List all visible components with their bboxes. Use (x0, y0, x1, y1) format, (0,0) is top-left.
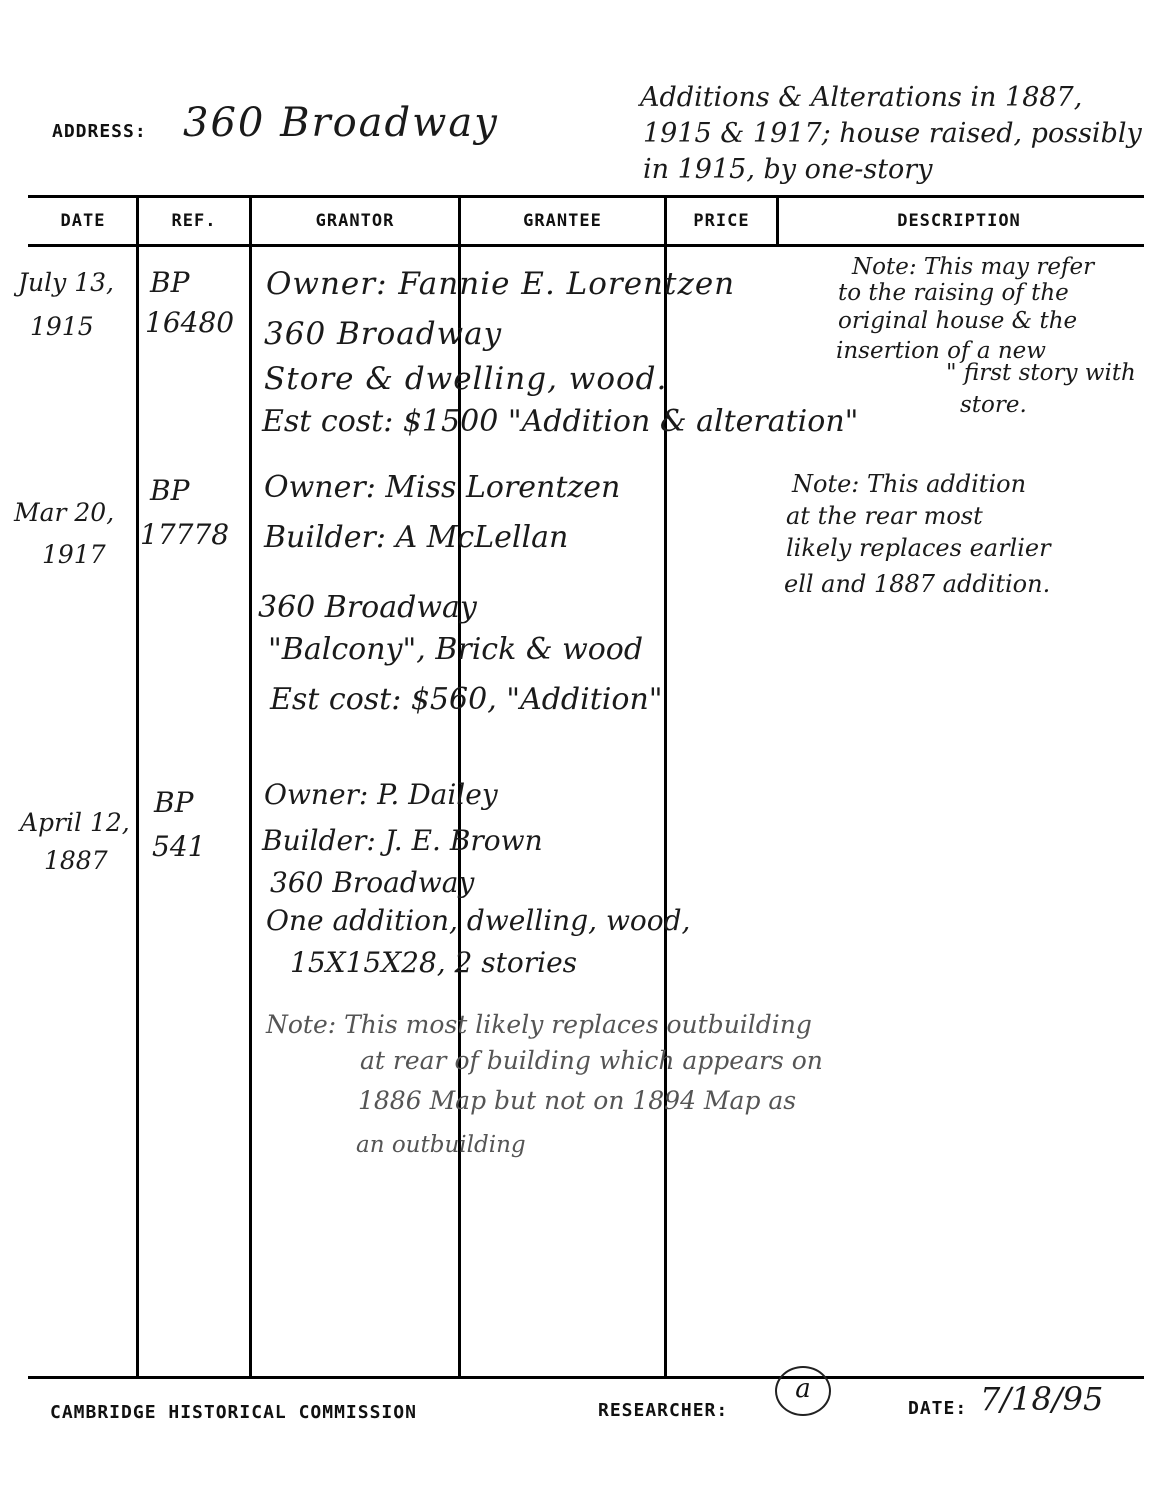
date-label: DATE: (908, 1398, 968, 1419)
column-header-date: DATE (60, 211, 106, 231)
entry-3-date-line-2: 1887 (44, 846, 108, 875)
entry-1-description-line-3: original house & the (838, 308, 1078, 334)
entry-3-grantor-line-1: Owner: P. Dailey (264, 778, 498, 811)
entry-1-ref-line-1: BP (150, 266, 190, 299)
header-bottom-rule (28, 244, 1144, 247)
entry-3-grantor-line-4: One addition, dwelling, wood, (266, 904, 691, 937)
researcher-initials-signature (775, 1366, 831, 1416)
entry-1-grantor-line-4: Est cost: $1500 "Addition & alteration" (262, 404, 859, 439)
column-header-grantee: GRANTEE (523, 211, 602, 231)
date-value: 7/18/95 (980, 1380, 1104, 1418)
entry-1-description-line-6: store. (960, 392, 1027, 418)
entry-2-ref-line-2: 17778 (140, 518, 230, 551)
entry-1-grantor-line-1: Owner: Fannie E. Lorentzen (266, 266, 736, 302)
entry-1-description-line-5: " first story with (946, 360, 1136, 386)
entry-1-description-line-1: Note: This may refer (852, 254, 1095, 280)
column-divider-1 (136, 195, 139, 1378)
entry-2-date-line-2: 1917 (42, 540, 106, 569)
entry-3-ref-line-1: BP (154, 786, 194, 819)
researcher-initials: a (795, 1374, 811, 1404)
entry-2-grantor-line-4: "Balcony", Brick & wood (268, 632, 644, 667)
entry-2-description-line-1: Note: This addition (792, 470, 1027, 498)
column-header-grantor: GRANTOR (315, 211, 395, 231)
entry-3-grantor-line-5: 15X15X28, 2 stories (290, 946, 578, 979)
entry-2-date-line-1: Mar 20, (14, 498, 115, 527)
entry-3-note-line-1: Note: This most likely replaces outbuilding (266, 1010, 812, 1039)
entry-1-ref-line-2: 16480 (145, 306, 235, 339)
address-value: 360 Broadway (183, 100, 499, 146)
entry-1-grantor-line-2: 360 Broadway (264, 316, 503, 352)
entry-3-note-line-4: an outbuilding (356, 1132, 526, 1158)
entry-3-date-line-1: April 12, (20, 808, 130, 837)
entry-2-grantor-line-2: Builder: A McLellan (264, 520, 569, 555)
address-label: ADDRESS: (52, 121, 147, 142)
top-note-line-2: 1915 & 1917; house raised, possibly (643, 118, 1142, 149)
column-header-ref: REF. (171, 211, 217, 231)
table-top-rule (28, 195, 1144, 198)
researcher-label: RESEARCHER: (598, 1400, 729, 1421)
entry-1-grantor-line-3: Store & dwelling, wood. (264, 361, 668, 397)
column-divider-2 (249, 195, 252, 1378)
entry-2-grantor-line-3: 360 Broadway (258, 590, 477, 625)
entry-3-grantor-line-3: 360 Broadway (270, 866, 475, 899)
entry-2-ref-line-1: BP (150, 474, 190, 507)
entry-3-note-line-2: at rear of building which appears on (360, 1046, 823, 1075)
entry-3-note-line-3: 1886 Map but not on 1894 Map as (358, 1086, 797, 1115)
entry-2-description-line-3: likely replaces earlier (786, 534, 1051, 562)
entry-1-date-line-2: 1915 (30, 312, 94, 341)
entry-3-ref-line-2: 541 (152, 830, 206, 863)
top-note-line-3: in 1915, by one-story (643, 154, 933, 185)
entry-2-description-line-2: at the rear most (786, 502, 983, 530)
column-header-description: DESCRIPTION (897, 211, 1021, 231)
entry-3-grantor-line-2: Builder: J. E. Brown (262, 824, 543, 857)
entry-2-grantor-line-1: Owner: Miss Lorentzen (264, 470, 621, 505)
column-header-price: PRICE (693, 211, 750, 231)
commission-name: CAMBRIDGE HISTORICAL COMMISSION (50, 1402, 417, 1423)
entry-1-description-line-2: to the raising of the (838, 280, 1069, 306)
top-note-line-1: Additions & Alterations in 1887, (640, 82, 1083, 113)
entry-2-description-line-4: ell and 1887 addition. (784, 570, 1051, 598)
entry-1-description-line-4: insertion of a new (836, 338, 1046, 364)
entry-2-grantor-line-5: Est cost: $560, "Addition" (270, 682, 663, 717)
entry-1-date-line-1: July 13, (18, 268, 114, 297)
table-bottom-rule (28, 1376, 1144, 1379)
